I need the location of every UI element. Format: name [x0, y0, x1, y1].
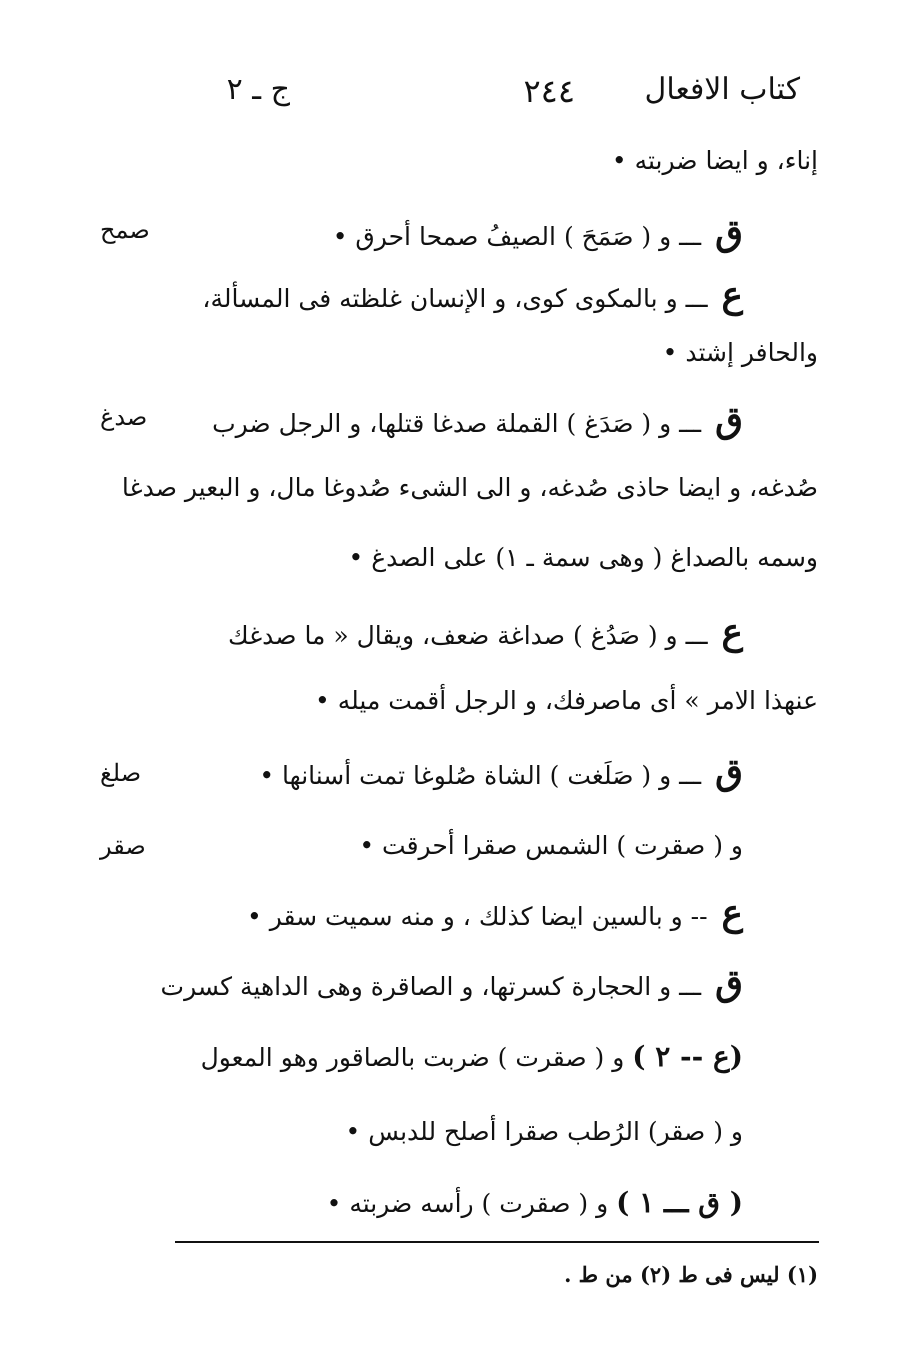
text-line [333, 213, 743, 253]
line-text: و ( صقرت ) رأسه ضربته • [326, 1189, 609, 1218]
text-line [663, 333, 818, 373]
text-line [327, 1183, 743, 1223]
text-line [161, 963, 743, 1003]
margin-root-word: صلغ [100, 759, 142, 787]
margin-root-word: صمح [100, 216, 150, 244]
entry-marker: ق [715, 751, 743, 793]
line-text: ـــ و بالمكوى كوى، و الإنسان غلظته فى المسألة، [202, 284, 708, 313]
footnote: (١) ليس فى ط (٢) من ط . [564, 1262, 818, 1287]
line-text: ـــ و الحجارة كسرتها، و الصاقرة وهى الداهية كسرت [160, 972, 702, 1001]
page-number: ٢٤٤ [523, 72, 575, 110]
text-line [228, 612, 743, 652]
line-text: -- و بالسين ايضا كذلك ، و منه سميت سقر • [247, 902, 708, 931]
text-line [247, 893, 743, 933]
text-line [202, 275, 743, 315]
line-text: ـــ و ( صَدَغ ) القملة صدغا قتلها، و الرجل ضرب [212, 409, 702, 438]
entry-marker: ق [715, 212, 743, 254]
text-line [359, 826, 743, 866]
line-text: والحافر إشتد • [662, 338, 818, 367]
footnote-divider [175, 1241, 819, 1243]
text-line [349, 538, 818, 578]
entry-marker: ع [721, 611, 743, 653]
text-line [612, 141, 818, 181]
text-line [122, 468, 818, 508]
line-text: وسمه بالصداغ ( وهى سمة ـ ١) على الصدغ • [348, 543, 818, 572]
entry-marker: ع [721, 274, 743, 316]
entry-marker: ع [721, 892, 743, 934]
entry-marker: ق [715, 399, 743, 441]
line-text: إناء، و ايضا ضربته • [611, 146, 818, 175]
margin-root-word: صدغ [100, 403, 148, 431]
page-header [200, 72, 800, 116]
text-line [346, 1112, 743, 1152]
line-text: و ( صقر) الرُطب صقرا أصلح للدبس • [345, 1117, 743, 1146]
entry-marker: ق [715, 962, 743, 1004]
book-title: كتاب الافعال [644, 72, 800, 107]
line-text: ـــ و ( صَلَغت ) الشاة صُلوغا تمت أسنانها • [259, 761, 702, 790]
line-text: صُدغه، و ايضا حاذى صُدغه، و الى الشىء صُدوغا مال، و البعير صدغا [121, 473, 818, 502]
volume-label: ج ـ ٢ [226, 72, 290, 107]
margin-root-word: صقر [100, 832, 146, 860]
line-text: ـــ و ( صَمَحَ ) الصيفُ صمحا أحرق • [332, 222, 702, 251]
line-text: ـــ و ( صَدُغ ) صداغة ضعف، ويقال « ما صدغك [228, 621, 708, 650]
line-text: عنهذا الامر » أى ماصرفك، و الرجل أقمت ميله • [315, 686, 818, 715]
text-line [259, 752, 743, 792]
text-line [201, 1037, 743, 1077]
entry-marker: (ع -- ٢ ) [632, 1040, 743, 1073]
text-line [212, 400, 743, 440]
line-text: و ( صقرت ) ضربت بالصاقور وهو المعول [200, 1043, 625, 1072]
entry-marker: ( ق ـــ ١ ) [616, 1186, 743, 1219]
text-line [315, 681, 818, 721]
line-text: و ( صقرت ) الشمس صقرا أحرقت • [359, 831, 743, 860]
